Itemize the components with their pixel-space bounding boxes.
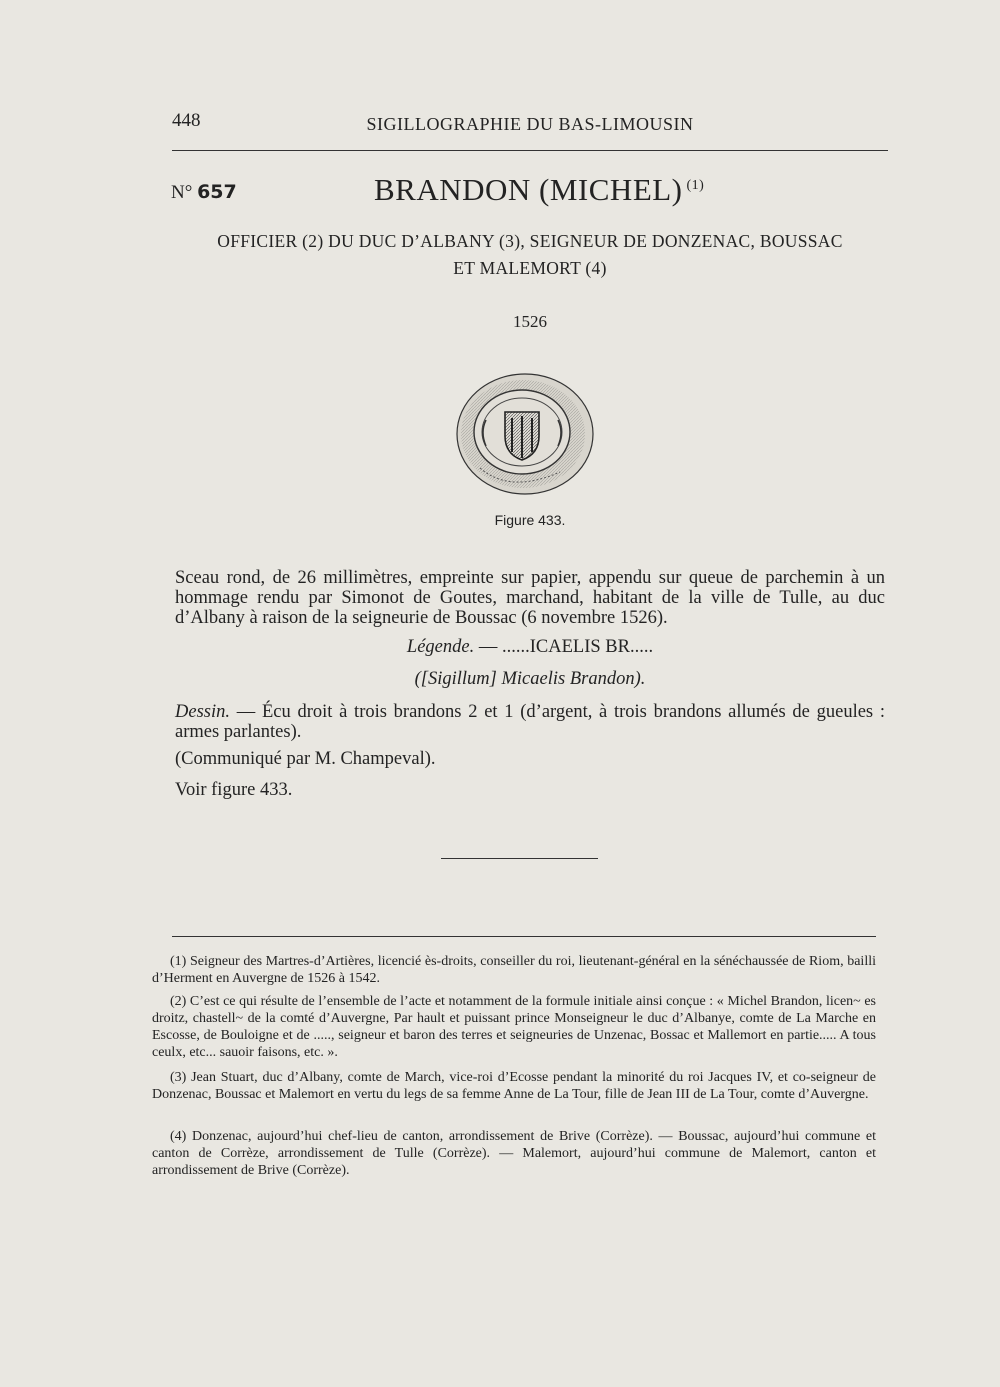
seal-figure: [450, 372, 600, 504]
footnote-1: (1) Seigneur des Martres-d’Artières, licencié ès-droits, conseiller du roi, lieutenant-général en la sénéchaussée de Riom, bailli d’Herment en Auvergne de 1526 à 1542.: [152, 954, 876, 986]
footnote-2: (2) C’est ce qui résulte de l’ensemble de l’acte et notamment de la formule initiale ainsi conçue : « Michel Brandon, licen~ es droitz, chastell~ de la comté d’Auvergne, Par hault et puissant prince Monseigneur le duc d’Albanye, comte de La Marche en Escosse, de Bouloigne et de ....., seigneur et baron des terres et seigneuries de Unzenac, Bossac et Mallemort en partie..... A tous ceulx, etc... sauoir faisons, etc. ».: [152, 994, 876, 1060]
legend-label: Légende.: [406, 637, 475, 657]
header-rule: [172, 150, 888, 151]
seal-image: [450, 372, 600, 504]
entry-subtitle: [172, 228, 888, 282]
entry-number-value: 657: [197, 181, 237, 203]
entry-heading: [374, 172, 704, 208]
seal-description: Sceau rond, de 26 millimètres, empreinte sur papier, appendu sur queue de parchemin à un hommage rendu par Simonot de Goutes, marchand, habitant de la ville de Tulle, au duc d’Albany à raison de la seigneurie de Boussac (6 novembre 1526).: [175, 568, 885, 628]
page-number: 448: [172, 110, 201, 131]
entry-name-note: (1): [686, 177, 705, 193]
entry-subtitle-line-2: ET MALEMORT (4): [453, 258, 607, 278]
section-divider: [441, 858, 598, 859]
design-label: Dessin.: [175, 702, 230, 722]
entry-number: [171, 181, 237, 204]
legend-line: [0, 637, 1000, 658]
footnote-rule: [172, 936, 876, 937]
legend-reading: ([Sigillum] Micaelis Brandon).: [414, 669, 646, 689]
running-title: SIGILLOGRAPHIE DU BAS-LIMOUSIN: [366, 114, 694, 134]
entry-year: 1526: [513, 312, 547, 331]
running-head: [172, 110, 888, 140]
figure-caption: Figure 433.: [494, 512, 566, 528]
entry-number-prefix: N°: [171, 182, 193, 203]
see-figure: Voir figure 433.: [175, 780, 293, 800]
entry-subtitle-line-1: OFFICIER (2) DU DUC D’ALBANY (3), SEIGNEUR DE DONZENAC, BOUSSAC: [217, 231, 843, 251]
communicated-by: (Communiqué par M. Champeval).: [175, 749, 436, 769]
design-description: [175, 702, 885, 742]
entry-name: BRANDON (MICHEL): [374, 172, 683, 207]
legend-text: — ......ICAELIS BR.....: [474, 637, 654, 657]
design-text: — Écu droit à trois brandons 2 et 1 (d’argent, à trois brandons allumés de gueules : armes parlantes).: [175, 702, 885, 742]
footnote-4: (4) Donzenac, aujourd’hui chef-lieu de canton, arrondissement de Brive (Corrèze). — Boussac, aujourd’hui commune et canton de Corrèze, arrondissement de Tulle (Corrèze). — Malemort, aujourd’hui commune de Malemort, canton et arrondissement de Brive (Corrèze).: [152, 1129, 876, 1178]
footnote-3: (3) Jean Stuart, duc d’Albany, comte de March, vice-roi d’Ecosse pendant la minorité du roi Jacques IV, et co-seigneur de Donzenac, Boussac et Malemort en vertu du legs de sa femme Anne de La Tour, fille de Jean III de La Tour, comte d’Auvergne.: [152, 1070, 876, 1102]
